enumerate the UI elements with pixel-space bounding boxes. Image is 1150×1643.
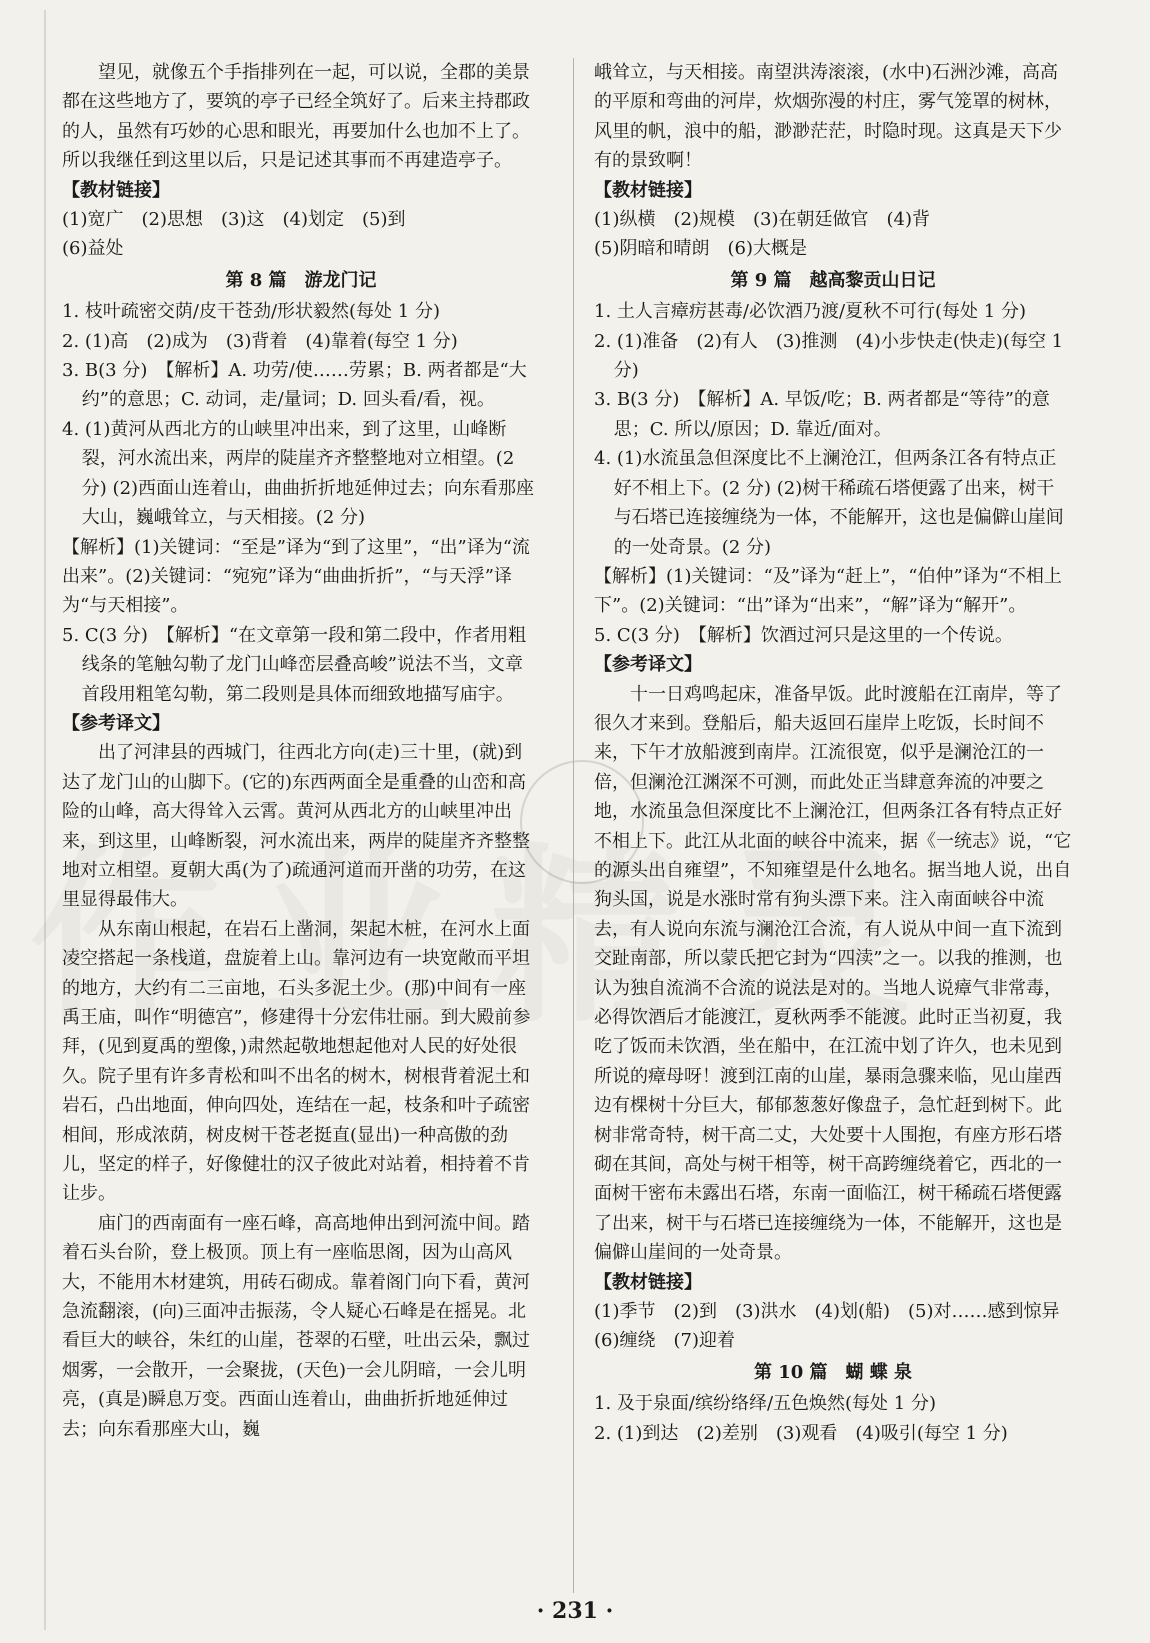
answer-line: (1)季节 (2)到 (3)洪水 (4)划(船) (5)对……感到惊异 (6)缠绕 (7)迎着 — [594, 1301, 1078, 1352]
left-column — [62, 58, 540, 1444]
analysis-note: 【解析】(1)关键词：“及”译为“赶上”，“伯仲”译为“不相上下”。(2)关键词：“出”译为“出来”，“解”译为“解开”。 — [594, 565, 1062, 617]
translation-paragraph: 望见，就像五个手指排列在一起，可以说，全郡的美景都在这些地方了，要筑的亭子已经全筑好了。后来主持郡政的人，虽然有巧妙的心思和眼光，再要加什么也加不上了。所以我继任到这里以后，只是记述其事而不再建造亭子。 — [62, 62, 530, 172]
translation-paragraph: 十一日鸡鸣起床，准备早饭。此时渡船在江南岸，等了很久才来到。登船后，船夫返回石崖岸上吃饭，长时间不来，下午才放船渡到南岸。江流很宽，似乎是澜沧江的一倍，但澜沧江渊深不可测，而此处正当肆意奔流的冲要之地，水流虽急但深度比不上澜沧江，但两条江各有特点正好不相上下。此江从北面的峡谷中流来，据《一统志》说，“它的源头出自雍望”，不知雍望是什么地名。据当地人说，出自狗头国，说是水涨时常有狗头漂下来。注入南面峡谷中流去，有人说向东流与澜沧江合流，有人说从中间一直下流到交趾南部，所以蒙氏把它封为“四渎”之一。以我的推测，也认为独自流淌不合流的说法是对的。当地人说瘴气非常毒，必得饮酒后才能渡江，夏秋两季不能渡。此时正当初夏，我吃了饭而未饮酒，坐在船中，在江流中划了许久，也未见到所说的瘴母呀！渡到江南的山崖，暴雨急骤来临，见山崖西边有棵树十分巨大，郁郁葱葱好像盘子，急忙赶到树下。此树非常奇特，树干高二丈，大处要十人围抱，有座方形石塔砌在其间，高处与树干相等，树干高跨缠绕着它，西北的一面树干密布未露出石塔，东南一面临江，树干稀疏石塔便露了出来，树干与石塔已连接缠绕为一体，不能解开，这也是偏僻山崖间的一处奇景。 — [594, 683, 1072, 1264]
answer-line: (1)宽广 (2)思想 (3)这 (4)划定 (5)到 — [62, 209, 406, 231]
translation-paragraph: 出了河津县的西城门，往西北方向(走)三十里，(就)到达了龙门山的山脚下。(它的)东西两面全是重叠的山峦和高险的山峰，高大得耸入云霄。黄河从西北方的山峡里冲出来，到这里，山峰断裂，河水流出来，两岸的陡崖齐齐整整地对立相望。夏朝大禹(为了)疏通河道而开凿的功劳，在这里显得最伟大。 — [62, 742, 530, 911]
answer-item: 3. B(3 分) 【解析】A. 功劳/使……劳累；B. 两者都是“大约”的意思；C. 动词，走/量词；D. 回头看/看，视。 — [62, 360, 527, 411]
answer-line: (5)阴暗和晴朗 (6)大概是 — [594, 238, 807, 260]
section-label: 【参考译文】 — [594, 654, 702, 676]
section-label: 【教材链接】 — [594, 179, 702, 201]
page-number: · 231 · — [536, 1598, 614, 1624]
answer-item: 2. (1)到达 (2)差别 (3)观看 (4)吸引(每空 1 分) — [594, 1422, 1008, 1444]
translation-paragraph: 庙门的西南面有一座石峰，高高地伸出到河流中间。踏着石头台阶，登上极顶。顶上有一座临思阁，因为山高风大，不能用木材建筑，用砖石砌成。靠着阁门向下看，黄河急流翻滚，(向)三面冲击振荡，令人疑心石峰是在摇晃。北看巨大的峡谷，朱红的山崖，苍翠的石壁，吐出云朵，飘过烟雾，一会散开，一会聚拢，(天色)一会儿阴暗，一会儿明亮，(真是)瞬息万变。西面山连着山，曲曲折折地延伸过去；向东看那座大山，巍 — [62, 1212, 530, 1440]
answer-item: 5. C(3 分) 【解析】“在文章第一段和第二段中，作者用粗线条的笔触勾勒了龙门山峰峦层叠高峻”说法不当，文章首段用粗笔勾勒，第二段则是具体而细致地描写庙宇。 — [62, 624, 527, 705]
section-label: 【教材链接】 — [62, 179, 170, 201]
answer-item: 4. (1)黄河从西北方的山峡里冲出来，到了这里，山峰断裂，河水流出来，两岸的陡崖齐齐整整地对立相望。(2 分) (2)西面山连着山，曲曲折折地延伸过去；向东看那座大山，巍峨耸立，与天相接。(2 分) — [62, 418, 535, 529]
answer-item: 1. 及于泉面/缤纷络绎/五色焕然(每处 1 分) — [594, 1393, 936, 1415]
answer-line: (6)益处 — [62, 238, 124, 260]
translation-paragraph: 峨耸立，与天相接。南望洪涛滚滚，(水中)石洲沙滩，高高的平原和弯曲的河岸，炊烟弥漫的村庄，雾气笼罩的树林，风里的帆，浪中的船，渺渺茫茫，时隐时现。这真是天下少有的景致啊！ — [594, 62, 1062, 172]
translation-paragraph: 从东南山根起，在岩石上凿洞，架起木桩，在河水上面凌空搭起一条栈道，盘旋着上山。靠河边有一块宽敞而平坦的地方，大约有二三亩地，石头多泥土少。(那)中间有一座禹王庙，叫作“明德宫”，修建得十分宏伟壮丽。到大殿前参拜，(见到夏禹的塑像，)肃然起敬地想起他对人民的好处很久。院子里有许多青松和叫不出名的树木，树根背着泥土和岩石，凸出地面，伸向四处，连结在一起，枝条和叶子疏密相间，形成浓荫，树皮树干苍老挺直(显出)一种高傲的劲儿，坚定的样子，好像健壮的汉子彼此对站着，相持着不肯让步。 — [62, 918, 531, 1205]
answer-item: 2. (1)准备 (2)有人 (3)推测 (4)小步快走(快走)(每空 1 分) — [594, 330, 1064, 382]
answer-item: 5. C(3 分) 【解析】饮酒过河只是这里的一个传说。 — [594, 624, 1013, 646]
analysis-note: 【解析】(1)关键词：“至是”译为“到了这里”，“出”译为“流出来”。(2)关键词：“宛宛”译为“曲曲折折”，“与天浮”译为“与天相接”。 — [62, 536, 530, 617]
section-title-8: 第 8 篇 游龙门记 — [225, 269, 377, 291]
right-column — [594, 58, 1078, 1448]
section-label: 【教材链接】 — [594, 1271, 702, 1293]
answer-item: 1. 土人言瘴疠甚毒/必饮酒乃渡/夏秋不可行(每处 1 分) — [594, 301, 1026, 323]
column-divider — [573, 58, 574, 1593]
binding-line — [44, 10, 46, 1630]
section-title-10: 第 10 篇 蝴 蝶 泉 — [753, 1361, 913, 1383]
answer-item: 3. B(3 分) 【解析】A. 早饭/吃；B. 两者都是“等待”的意思；C. 所以/原因；D. 靠近/面对。 — [594, 389, 1050, 440]
section-title-9: 第 9 篇 越高黎贡山日记 — [730, 269, 936, 291]
answer-item: 4. (1)水流虽急但深度比不上澜沧江，但两条江各有特点正好不相上下。(2 分) (2)树干稀疏石塔便露了出来，树干与石塔已连接缠绕为一体，不能解开，这也是偏僻山崖间的一处奇景。(2 分) — [594, 448, 1064, 558]
answer-item: 1. 枝叶疏密交荫/皮干苍劲/形状毅然(每处 1 分) — [62, 301, 440, 323]
answer-item: 2. (1)高 (2)成为 (3)背着 (4)靠着(每空 1 分) — [62, 330, 458, 352]
answer-line: (1)纵横 (2)规模 (3)在朝廷做官 (4)背 — [594, 209, 930, 231]
section-label: 【参考译文】 — [62, 712, 170, 734]
